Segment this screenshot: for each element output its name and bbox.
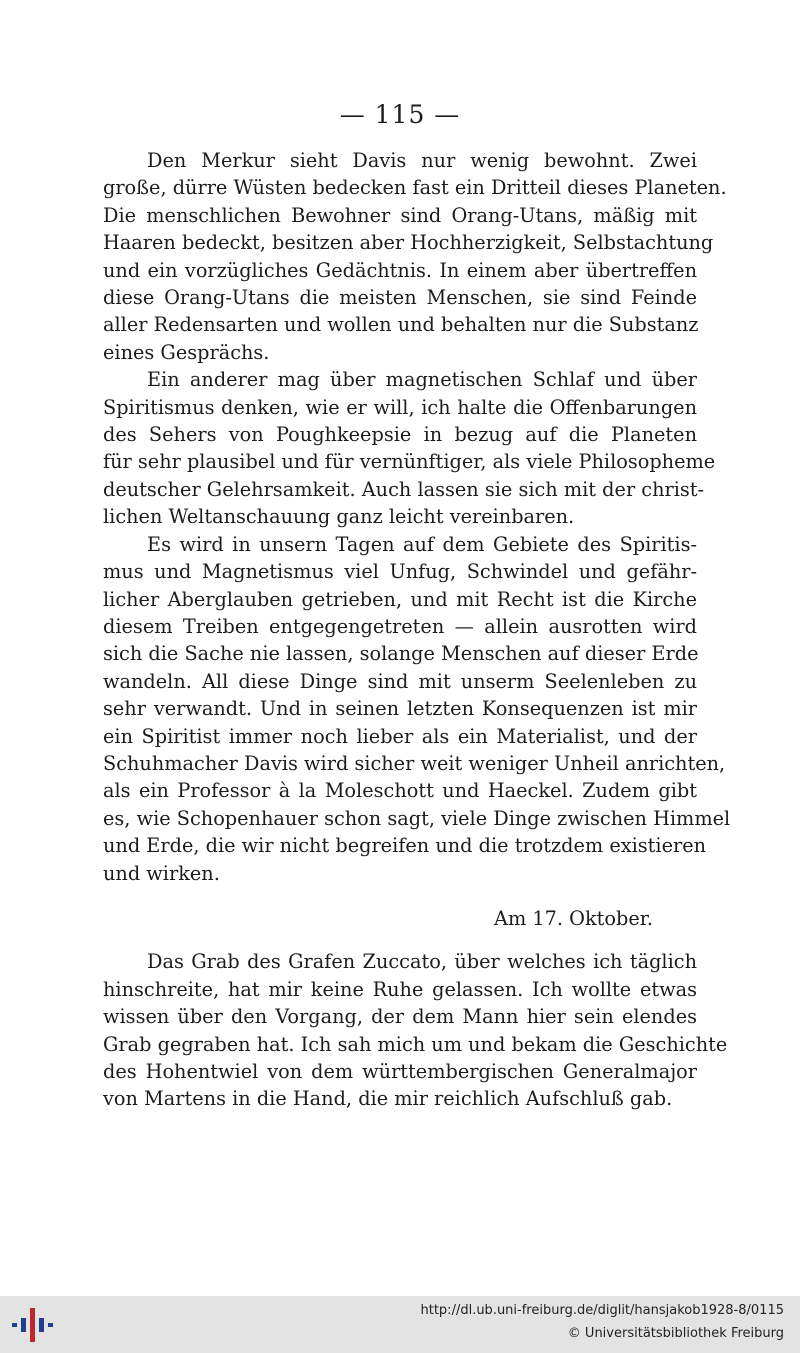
text-line: diesem Treiben entgegengetreten — allein ausrotten wird [103,614,697,638]
text-line: Die menschlichen Bewohner sind Orang-Utans, mäßig mit [103,203,697,227]
text-line: diese Orang-Utans die meisten Menschen, sie sind Feinde [103,286,697,310]
text-line: Spiritismus denken, wie er will, ich halte die Offenbarungen [103,395,697,419]
text-line: und wirken. [103,861,220,885]
paragraph-1 [103,147,727,366]
text-line: des Hohentwiel von dem württembergischen Generalmajor [103,1060,697,1083]
text-line: sich die Sache nie lassen, solange Menschen auf dieser Erde [103,642,699,666]
text-line: es, wie Schopenhauer schon sagt, viele Dinge zwischen Himmel [103,806,731,830]
permalink-url[interactable]: http://dl.ub.uni-freiburg.de/diglit/hansjakob1928-8/0115 [420,1303,784,1318]
text-line: wandeln. All diese Dinge sind mit unserm Seelenleben zu [103,669,697,693]
text-line: große, dürre Wüsten bedecken fast ein Dritteil dieses Planeten. [103,176,727,200]
text-line: eines Gesprächs. [103,340,270,364]
text-line: ein Spiritist immer noch lieber als ein Materialist, und der [103,724,697,748]
text-line: Haaren bedeckt, besitzen aber Hochherzigkeit, Selbstachtung [103,231,714,255]
paragraph-4 [103,948,728,1112]
copyright-notice: © Universitätsbibliothek Freiburg [567,1326,784,1341]
paragraph-2 [103,366,716,530]
text-line: Den Merkur sieht Davis nur wenig bewohnt. Zwei [147,149,697,172]
paragraph-3 [103,531,731,887]
text-line: und ein vorzügliches Gedächtnis. In einem aber übertreffen [103,258,697,282]
text-line: des Sehers von Poughkeepsie in bezug auf die Planeten [103,423,697,447]
ub-freiburg-logo-icon [12,1308,54,1342]
text-line: von Martens in die Hand, die mir reichlich Aufschluß gab. [103,1087,673,1111]
text-line: Schuhmacher Davis wird sicher weit weniger Unheil anrichten, [103,751,726,775]
text-line: Es wird in unsern Tagen auf dem Gebiete des Spiritis- [147,532,697,556]
text-line: Ein anderer mag über magnetischen Schlaf und über [147,368,697,392]
text-line: Grab gegraben hat. Ich sah mich um und bekam die Geschichte [103,1032,728,1056]
page-number-header: — 115 — [339,100,461,129]
viewer-footer [0,1296,800,1353]
text-line: als ein Professor à la Moleschott und Haeckel. Zudem gibt [103,779,697,803]
dateline: Am 17. Oktober. [494,906,653,930]
text-line: sehr verwandt. Und in seinen letzten Konsequenzen ist mir [103,697,697,721]
text-line: deutscher Gelehrsamkeit. Auch lassen sie sich mit der christ- [103,477,705,501]
text-line: hinschreite, hat mir keine Ruhe gelassen. Ich wollte etwas [103,977,697,1001]
text-line: mus und Magnetismus viel Unfug, Schwindel und gefähr- [103,560,697,584]
text-line: und Erde, die wir nicht begreifen und die trotzdem existieren [103,834,707,858]
page-body [103,147,731,1113]
text-line: aller Redensarten und wollen und behalten nur die Substanz [103,313,699,337]
text-line: licher Aberglauben getrieben, und mit Recht ist die Kirche [103,587,697,611]
text-line: wissen über den Vorgang, der dem Mann hier sein elendes [103,1005,697,1029]
text-line: lichen Weltanschauung ganz leicht vereinbaren. [103,505,575,529]
text-line: für sehr plausibel und für vernünftiger, als viele Philosopheme [103,450,716,474]
text-line: Das Grab des Grafen Zuccato, über welches ich täglich [147,950,697,974]
